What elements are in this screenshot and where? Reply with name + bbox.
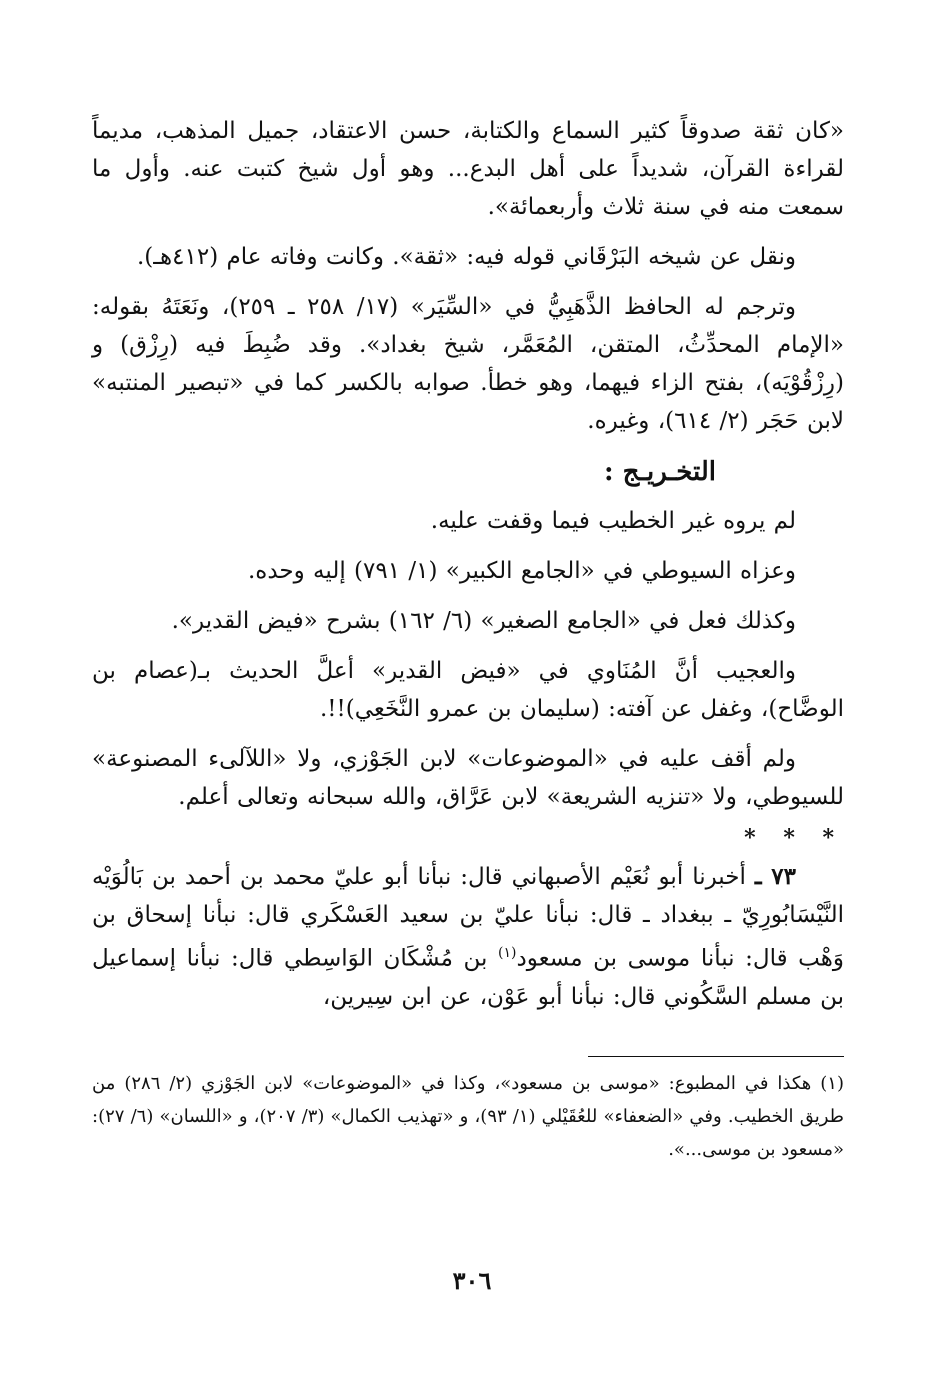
hadith-paragraph — [92, 858, 844, 1016]
takhrij-paragraph: وكذلك فعل في «الجامع الصغير» (٦/ ١٦٢) بشرح «فيض القدير». — [171, 608, 796, 634]
hadith-text: أخبرنا أبو نُعَيْم الأصبهاني قال: نبأنا أبو عليّ محمد بن أحمد بن بَالُوَيْه النَّيْسَابُورِيّ ـ ببغداد ـ قال: نبأنا عليّ بن سعيد العَسْكَري قال: نبأنا إسحاق بن وَهْب قال: نبأنا موسى بن مسعود — [92, 864, 845, 972]
footnote-divider — [588, 1056, 844, 1057]
takhrij-paragraph: لم يروه غير الخطيب فيما وقفت عليه. — [430, 508, 796, 534]
section-separator: * * * — [744, 825, 844, 851]
hadith-number: ٧٣ ـ — [754, 863, 797, 890]
page-body — [92, 112, 844, 1312]
footnote-text: (١) هكذا في المطبوع: «موسى بن مسعود»، وكذا في «الموضوعات» لابن الجَوْزي (٢/ ٢٨٦) من طريق الخطيب. وفي «الضعفاء» للعُقَيْلي (١/ ٩٣)، و «تهذيب الكمال» (٣/ ٢٠٧)، و «اللسان» (٦/ ٢٧): «مسعود بن موسى...». — [92, 1072, 844, 1160]
hadith-text-continued: بن مُشْكَان الوَاسِطي قال: نبأنا إسماعيل بن مسلم السَّكُوني قال: نبأنا أبو عَوْن، عن ابن سِيرين، — [92, 945, 844, 1010]
barqani-paragraph: ونقل عن شيخه البَرْقَاني قوله فيه: «ثقة». وكانت وفاته عام (٤١٢هـ). — [136, 244, 796, 270]
footnote-reference: (١) — [498, 945, 517, 961]
takhrij-heading: التخـريـج : — [603, 457, 716, 487]
dhahabi-paragraph: وترجم له الحافظ الذَّهَبِيُّ في «السِّيَر» (١٧/ ٢٥٨ ـ ٢٥٩)، ونَعَتَهُ بقوله: «الإمام المحدِّثُ، المتقن، المُعَمَّر، شيخ بغداد». وقد ضُبِطَ فيه (رِزْق) و (رِزْقُوْيَه)، بفتح الزاء فيهما، وهو خطأ. صوابه بالكسر كما في «تبصير المنتبه» لابن حَجَر (٢/ ٦١٤)، وغيره. — [92, 294, 844, 434]
quote-paragraph: «كان ثقة صدوقاً كثير السماع والكتابة، حسن الاعتقاد، جميل المذهب، مديماً لقراءة القرآن، شديداً على أهل البدع... وهو أول شيخ كتبت عنه. وأول ما سمعت منه في سنة ثلاث وأربعمائة». — [92, 118, 844, 220]
takhrij-paragraph: وعزاه السيوطي في «الجامع الكبير» (١/ ٧٩١) إليه وحده. — [247, 558, 796, 584]
takhrij-paragraph: ولم أقف عليه في «الموضوعات» لابن الجَوْزي، ولا «اللآلىء المصنوعة» للسيوطي، ولا «تنزيه الشريعة» لابن عَرَّاق، والله سبحانه وتعالى أعلم. — [92, 746, 844, 810]
page-number: ٣٠٦ — [452, 1266, 492, 1295]
takhrij-paragraph: والعجيب أنَّ المُنَاوي في «فيض القدير» أعلَّ الحديث بـ(عصام بن الوضَّاح)، وغفل عن آفته: (سليمان بن عمرو النَّخَعِي)!!. — [92, 658, 844, 722]
